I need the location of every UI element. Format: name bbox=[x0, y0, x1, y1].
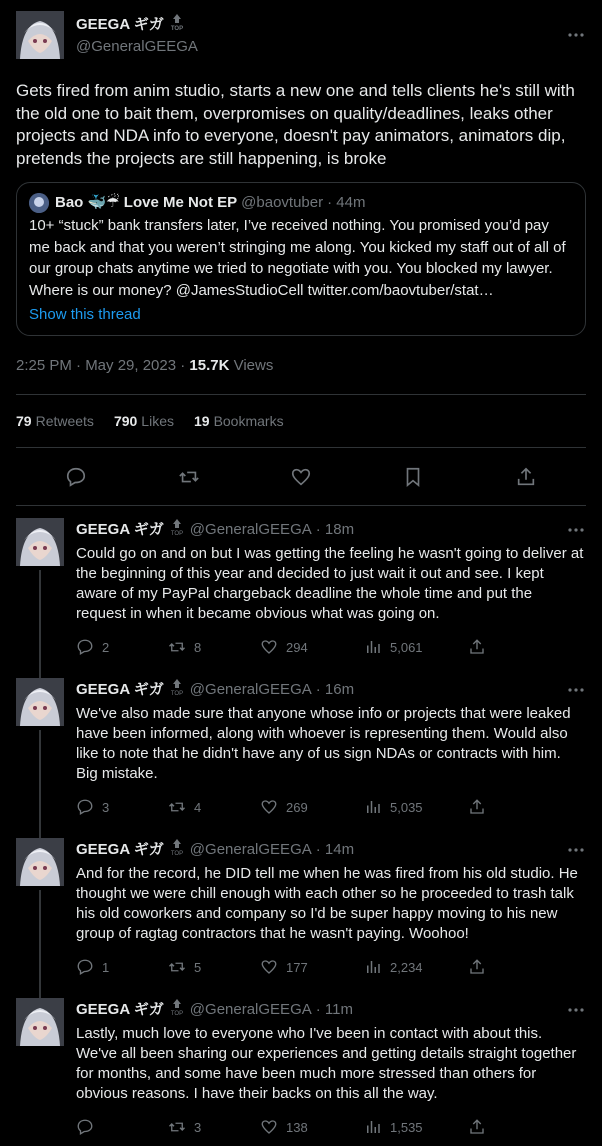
views-icon bbox=[364, 1118, 382, 1136]
retweet-button[interactable] bbox=[168, 1118, 260, 1136]
tweet-actions bbox=[16, 448, 586, 506]
more-options-icon[interactable] bbox=[566, 1000, 586, 1020]
views-count: 15.7K bbox=[189, 357, 230, 374]
reply-text: Could go on and on but I was getting the feeling he wasn't going to deliver at the beginning of this year and decided to just wait it out and see. I kept aware of my PayPal chargeback deadline the whole time and put the request in when it became obvious what was going on. bbox=[76, 545, 584, 622]
retweet-button[interactable] bbox=[168, 958, 260, 976]
reply-actions bbox=[76, 788, 586, 826]
reply-count: 1 bbox=[102, 959, 110, 975]
reply-text: And for the record, he DID tell me when he was fired from his old studio. He thought we were chill enough with each other so he proceeded to trash talk his old coworkers and company so I'd be super happy moving to his new group of ragtag contractors that he wasn't paying. Woohoo! bbox=[76, 865, 578, 942]
reply-time[interactable]: · 16m bbox=[315, 681, 355, 698]
reply-tweet[interactable] bbox=[0, 666, 602, 826]
reply-tweet[interactable] bbox=[0, 506, 602, 666]
like-icon bbox=[260, 958, 278, 976]
quote-header bbox=[29, 193, 573, 213]
reply-button[interactable] bbox=[76, 798, 168, 816]
author-name[interactable]: GEEGA ギガ bbox=[76, 15, 164, 33]
views-count: 2,234 bbox=[390, 959, 423, 975]
share-button[interactable] bbox=[468, 958, 560, 976]
main-tweet-header bbox=[16, 10, 586, 60]
like-button[interactable] bbox=[260, 958, 364, 976]
bookmarks-count: 19 bbox=[193, 413, 210, 429]
share-button[interactable] bbox=[468, 1118, 560, 1136]
like-icon bbox=[260, 638, 278, 656]
timestamp[interactable]: 2:25 PM · May 29, 2023 · bbox=[16, 357, 190, 374]
reply-author-handle[interactable]: @GeneralGEEGA bbox=[189, 681, 312, 698]
likes-stat[interactable] bbox=[114, 413, 174, 429]
quote-avatar bbox=[29, 193, 49, 213]
quote-text: 10+ “stuck” bank transfers later, I’ve received nothing. You promised you’d pay me back and that you weren’t stringing me along. You kicked my staff out of all of our group chats anytime we tried to negotiate with you. You blocked my lawyer. Where is our money? @JamesStudioCell twitter.com/baovtuber/stat… bbox=[29, 217, 566, 299]
views-label: Views bbox=[229, 357, 274, 374]
retweet-icon bbox=[168, 638, 186, 656]
like-count: 177 bbox=[286, 959, 308, 975]
quote-tweet[interactable] bbox=[16, 182, 586, 336]
more-options-icon[interactable] bbox=[566, 25, 586, 45]
quote-author-handle: @baovtuber bbox=[241, 194, 324, 211]
avatar[interactable] bbox=[16, 838, 64, 886]
reply-author-handle[interactable]: @GeneralGEEGA bbox=[189, 1001, 312, 1018]
tweet-meta bbox=[16, 356, 586, 376]
reply-actions bbox=[76, 628, 586, 666]
like-count: 138 bbox=[286, 1119, 308, 1135]
like-count: 269 bbox=[286, 799, 308, 815]
bookmark-icon[interactable] bbox=[402, 466, 424, 488]
like-button[interactable] bbox=[260, 638, 364, 656]
tweet-stats bbox=[16, 394, 586, 448]
like-button[interactable] bbox=[260, 1118, 364, 1136]
like-button[interactable] bbox=[260, 798, 364, 816]
top-badge-icon bbox=[168, 678, 186, 702]
reply-author-name[interactable]: GEEGA ギガ bbox=[76, 521, 164, 538]
reply-thread bbox=[0, 506, 602, 1146]
reply-icon[interactable] bbox=[65, 466, 87, 488]
more-options-icon[interactable] bbox=[566, 680, 586, 700]
reply-time[interactable]: · 18m bbox=[315, 521, 355, 538]
reply-icon bbox=[76, 798, 94, 816]
avatar[interactable] bbox=[16, 998, 64, 1046]
svg-text:TOP: TOP bbox=[170, 26, 183, 32]
reply-button[interactable] bbox=[76, 958, 168, 976]
views-count: 1,535 bbox=[390, 1119, 423, 1135]
retweet-icon[interactable] bbox=[178, 466, 200, 488]
tweet-text: Gets fired from anim studio, starts a new one and tells clients he's still with the old one to bait them, overpromises on quality/deadlines, leaks other projects and NDA info to everyone, doesn't pay animators, animators dip, pretends the projects are still happening, is broke bbox=[16, 81, 575, 168]
svg-text:TOP: TOP bbox=[170, 1011, 183, 1017]
share-icon bbox=[468, 958, 486, 976]
reply-text: Lastly, much love to everyone who I've been in contact with about this. We've all been sharing our experiences and getting details straight together for months, and some have been much more stressed than others for obvious reasons. I have their backs on this all the way. bbox=[76, 1025, 577, 1102]
reply-icon bbox=[76, 638, 94, 656]
show-thread-link[interactable]: Show this thread bbox=[29, 306, 141, 323]
reply-icon bbox=[76, 958, 94, 976]
author-name-row[interactable] bbox=[76, 13, 566, 37]
reply-icon bbox=[76, 1118, 94, 1136]
views-icon bbox=[364, 958, 382, 976]
retweet-count: 8 bbox=[194, 639, 202, 655]
svg-text:TOP: TOP bbox=[170, 691, 183, 697]
share-icon bbox=[468, 638, 486, 656]
share-icon bbox=[468, 798, 486, 816]
more-options-icon[interactable] bbox=[566, 840, 586, 860]
retweet-icon bbox=[168, 958, 186, 976]
like-icon bbox=[260, 1118, 278, 1136]
retweet-icon bbox=[168, 798, 186, 816]
share-button[interactable] bbox=[468, 638, 560, 656]
retweet-count: 4 bbox=[194, 799, 202, 815]
likes-count: 790 bbox=[113, 413, 138, 429]
top-badge-icon bbox=[168, 13, 186, 37]
views-button[interactable] bbox=[364, 638, 468, 656]
top-badge-icon bbox=[168, 518, 186, 542]
reply-tweet[interactable] bbox=[0, 826, 602, 986]
views-button[interactable] bbox=[364, 958, 468, 976]
avatar[interactable] bbox=[16, 518, 64, 566]
reply-text: We've also made sure that anyone whose info or projects that were leaked have been informed, along with whoever is representing them. Would also like to note that he didn't have any of us sign NDAs or contracts with him. Big mistake. bbox=[76, 705, 571, 782]
views-icon bbox=[364, 798, 382, 816]
reply-count: 2 bbox=[102, 639, 110, 655]
share-icon bbox=[468, 1118, 486, 1136]
bookmarks-label: Bookmarks bbox=[213, 413, 284, 429]
reply-time[interactable]: · 11m bbox=[315, 1001, 353, 1018]
like-count: 294 bbox=[286, 639, 308, 655]
retweets-stat[interactable] bbox=[16, 413, 94, 429]
reply-author-handle[interactable]: @GeneralGEEGA bbox=[189, 841, 312, 858]
reply-tweet[interactable] bbox=[0, 986, 602, 1146]
likes-label: Likes bbox=[141, 413, 174, 429]
reply-button[interactable] bbox=[76, 1118, 168, 1136]
top-badge-icon bbox=[168, 838, 186, 862]
share-icon[interactable] bbox=[515, 466, 537, 488]
reply-count: 3 bbox=[102, 799, 110, 815]
views-button[interactable] bbox=[364, 798, 468, 816]
views-icon bbox=[364, 638, 382, 656]
like-icon bbox=[260, 798, 278, 816]
top-badge-icon bbox=[168, 998, 186, 1022]
like-icon[interactable] bbox=[290, 466, 312, 488]
retweet-icon bbox=[168, 1118, 186, 1136]
quote-author-name: Bao 🐳☔ Love Me Not EP bbox=[55, 194, 238, 211]
bookmarks-stat[interactable] bbox=[194, 413, 284, 429]
more-options-icon[interactable] bbox=[566, 520, 586, 540]
reply-author-name[interactable]: GEEGA ギガ bbox=[76, 1001, 164, 1018]
retweets-label: Retweets bbox=[35, 413, 94, 429]
views-count: 5,035 bbox=[390, 799, 423, 815]
reply-time[interactable]: · 14m bbox=[315, 841, 355, 858]
avatar[interactable] bbox=[16, 678, 64, 726]
reply-author-name[interactable]: GEEGA ギガ bbox=[76, 841, 164, 858]
svg-text:TOP: TOP bbox=[170, 531, 183, 537]
retweets-count: 79 bbox=[16, 413, 32, 429]
reply-author-handle[interactable]: @GeneralGEEGA bbox=[189, 521, 312, 538]
views-count: 5,061 bbox=[390, 639, 423, 655]
retweet-count: 3 bbox=[194, 1119, 202, 1135]
reply-actions bbox=[76, 948, 586, 986]
reply-actions bbox=[76, 1108, 586, 1146]
reply-author-name[interactable]: GEEGA ギガ bbox=[76, 681, 164, 698]
retweet-button[interactable] bbox=[168, 638, 260, 656]
retweet-count: 5 bbox=[194, 959, 202, 975]
retweet-button[interactable] bbox=[168, 798, 260, 816]
reply-button[interactable] bbox=[76, 638, 168, 656]
avatar[interactable] bbox=[16, 11, 64, 59]
quote-time: · 44m bbox=[327, 194, 366, 211]
svg-text:TOP: TOP bbox=[170, 851, 183, 857]
views-button[interactable] bbox=[364, 1118, 468, 1136]
author-handle[interactable]: @GeneralGEEGA bbox=[76, 38, 198, 55]
main-tweet bbox=[0, 0, 602, 506]
share-button[interactable] bbox=[468, 798, 560, 816]
